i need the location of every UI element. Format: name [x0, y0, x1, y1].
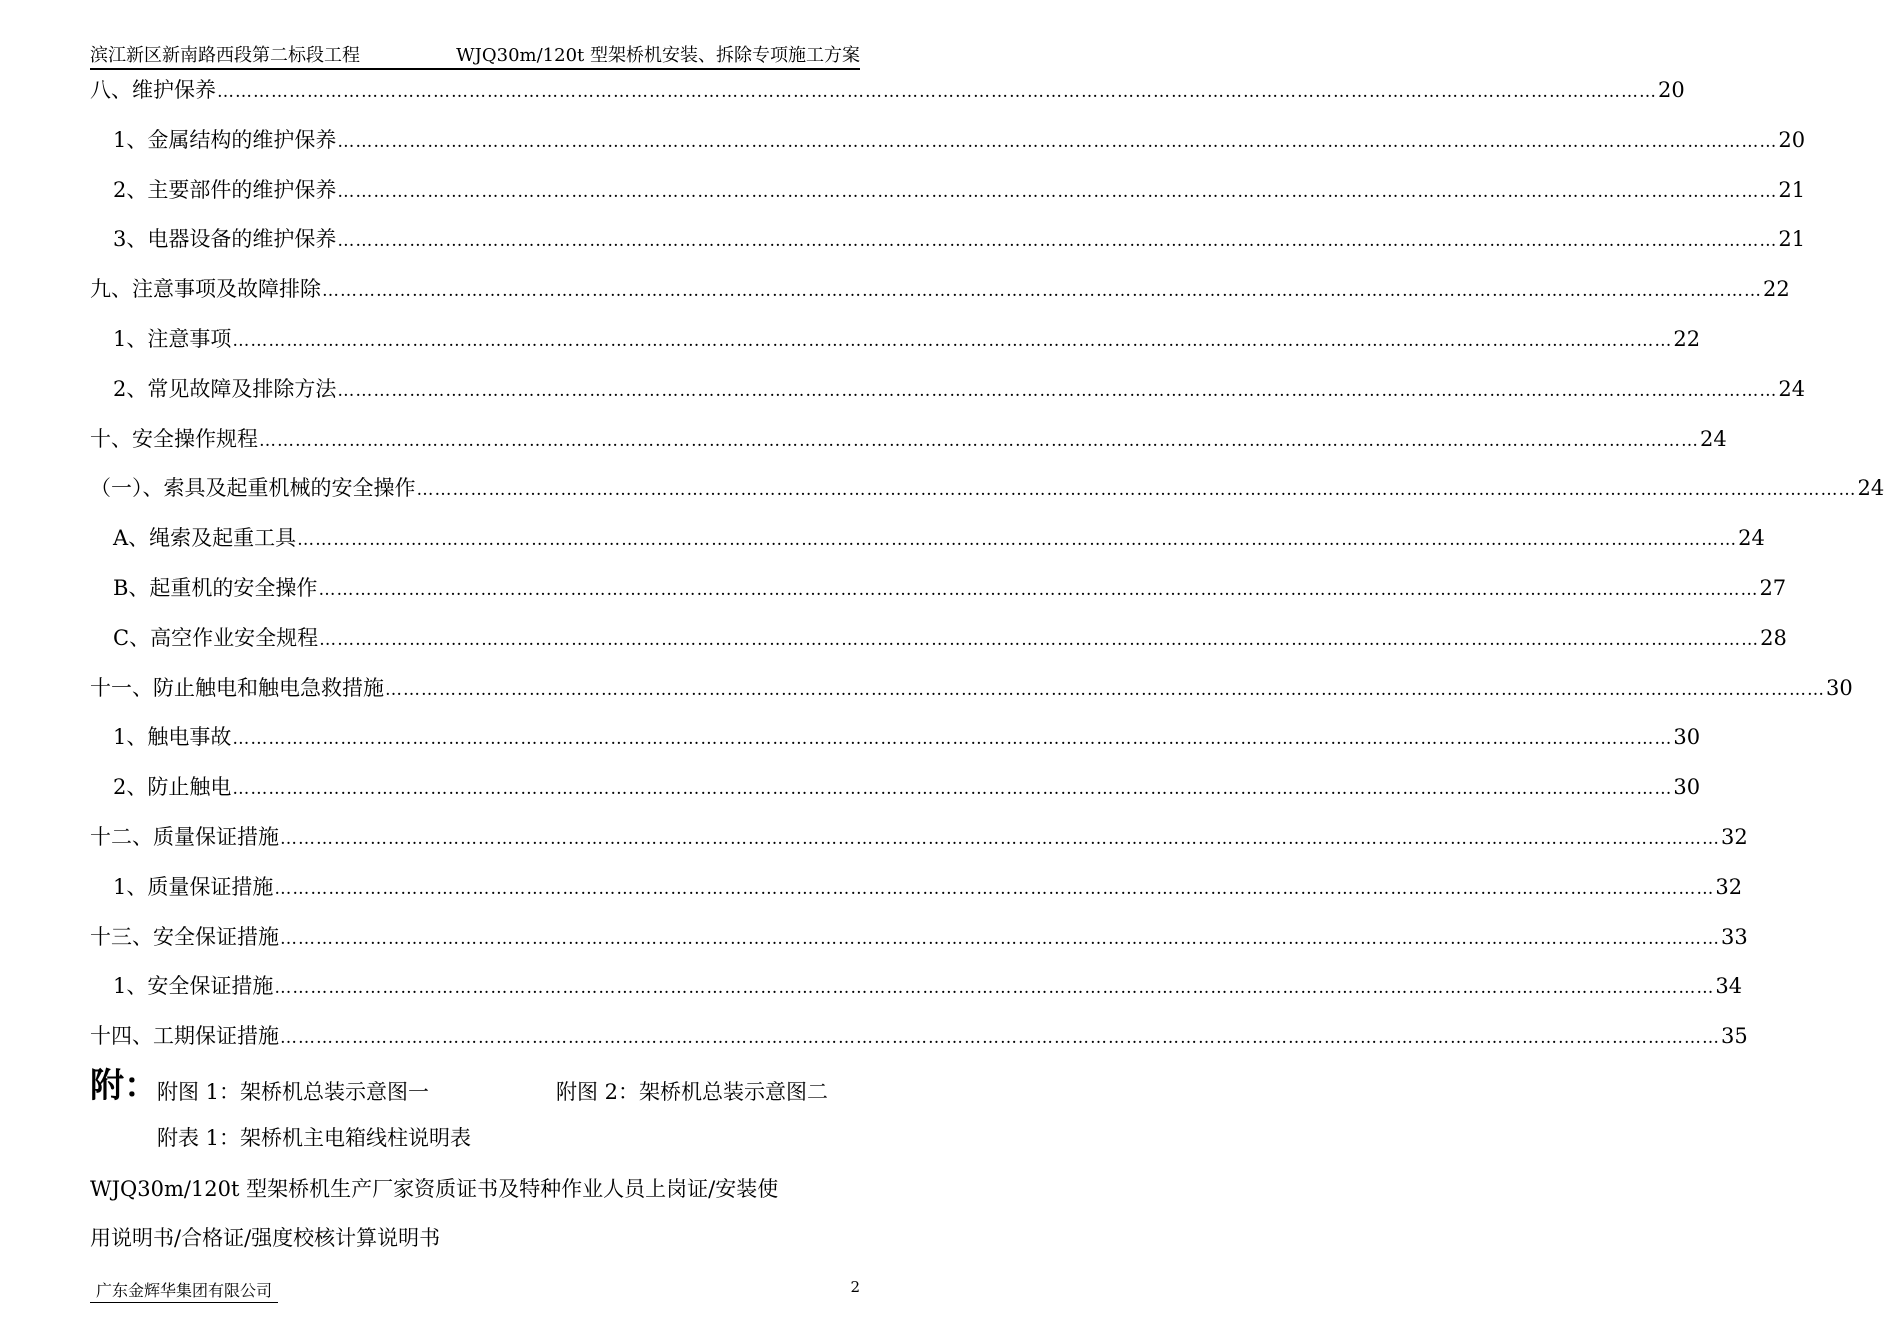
toc-entry-page: 28	[1760, 625, 1787, 650]
toc-entry-label: 1、触电事故	[113, 725, 232, 750]
toc-entry-label: 十三、安全保证措施	[90, 924, 279, 949]
toc-entry-label: 3、电器设备的维护保养	[113, 227, 337, 252]
toc-entry-label: 1、金属结构的维护保养	[113, 127, 337, 152]
toc-entry	[90, 273, 1790, 307]
toc-entry	[90, 74, 1685, 108]
toc-entry-page: 24	[1738, 526, 1765, 551]
toc-entry-page: 32	[1721, 825, 1748, 849]
toc-entry-page: 30	[1673, 775, 1701, 800]
attachment-figure-2: 附图 2：架桥机总装示意图二	[556, 1080, 829, 1104]
attachment-table-1: 附表 1：架桥机主电箱线柱说明表	[157, 1126, 472, 1150]
toc-leader-dots: ……………………………………………………………………………………………………………………………………………………………………………………………………………………	[297, 530, 1738, 551]
toc-entry-page: 21	[1778, 177, 1806, 202]
toc-entry-page: 24	[1700, 426, 1727, 451]
toc-entry-page: 21	[1778, 227, 1806, 252]
toc-entry-label: B、起重机的安全操作	[113, 576, 318, 600]
toc-leader-dots: ……………………………………………………………………………………………………………………………………………………………………………………………………………………	[318, 580, 1759, 600]
footer-page-number: 2	[850, 1278, 860, 1296]
attachments-mark: 附：	[90, 1066, 158, 1106]
toc-entry-page: 30	[1826, 675, 1853, 700]
toc-entry-label: 十四、工期保证措施	[90, 1024, 279, 1049]
toc-leader-dots: ……………………………………………………………………………………………………………………………………………………………………………………………………………………	[319, 629, 1760, 650]
toc-entry-page: 22	[1763, 277, 1790, 302]
toc-entry	[90, 423, 1727, 457]
toc-entry-page: 20	[1658, 78, 1685, 102]
toc-entry-label: 1、质量保证措施	[113, 874, 274, 899]
toc-entry-label: A、绳索及起重工具	[113, 526, 297, 551]
toc-leader-dots: ……………………………………………………………………………………………………………………………………………………………………………………………………………………	[337, 380, 1778, 401]
toc-entry	[113, 970, 1743, 1004]
toc-entry-label: 1、注意事项	[113, 327, 232, 351]
attachment-figure-1: 附图 1：架桥机总装示意图一	[157, 1080, 430, 1104]
toc-entry	[113, 124, 1806, 158]
toc-leader-dots: ……………………………………………………………………………………………………………………………………………………………………………………………………………………	[280, 1028, 1720, 1049]
toc-entry-label: 1、安全保证措施	[113, 974, 274, 999]
toc-entry-page: 24	[1857, 476, 1884, 501]
toc-entry	[113, 572, 1787, 606]
toc-entry	[113, 174, 1806, 208]
toc-leader-dots: ……………………………………………………………………………………………………………………………………………………………………………………………………………………	[385, 679, 1825, 700]
toc-leader-dots: ……………………………………………………………………………………………………………………………………………………………………………………………………………………	[274, 978, 1715, 999]
toc-entry-page: 33	[1721, 924, 1748, 949]
toc-entry	[90, 921, 1748, 955]
toc-leader-dots: ……………………………………………………………………………………………………………………………………………………………………………………………………………………	[232, 331, 1673, 351]
toc-entry	[113, 522, 1765, 556]
page-header	[90, 44, 860, 70]
attachment-description-line-2: 用说明书/合格证/强度校核计算说明书	[90, 1226, 441, 1250]
toc-entry-page: 35	[1721, 1024, 1748, 1049]
toc-entry	[90, 472, 1884, 506]
toc-leader-dots: ……………………………………………………………………………………………………………………………………………………………………………………………………………………	[259, 430, 1699, 451]
toc-entry-page: 34	[1715, 974, 1743, 999]
toc-leader-dots: ……………………………………………………………………………………………………………………………………………………………………………………………………………………	[280, 829, 1720, 849]
toc-entry-label: 十二、质量保证措施	[90, 825, 279, 849]
toc-entry	[113, 721, 1701, 755]
toc-leader-dots: ……………………………………………………………………………………………………………………………………………………………………………………………………………………	[337, 131, 1778, 152]
toc-entry	[113, 771, 1701, 805]
toc-leader-dots: ……………………………………………………………………………………………………………………………………………………………………………………………………………………	[280, 928, 1720, 949]
toc-entry	[113, 871, 1743, 905]
toc-entry-page: 20	[1778, 127, 1806, 152]
toc-entry	[90, 821, 1748, 855]
toc-entry-label: 十、安全操作规程	[90, 426, 258, 451]
toc-leader-dots: ……………………………………………………………………………………………………………………………………………………………………………………………………………………	[416, 480, 1857, 501]
toc-entry	[113, 622, 1787, 656]
toc-entry	[113, 373, 1806, 407]
toc-leader-dots: ……………………………………………………………………………………………………………………………………………………………………………………………………………………	[232, 729, 1673, 750]
toc-entry	[90, 672, 1853, 706]
header-document-title: WJQ30m/120t 型架桥机安装、拆除专项施工方案	[456, 45, 860, 66]
toc-entry-page: 27	[1759, 576, 1787, 600]
toc-entry-label: （一）、索具及起重机械的安全操作	[90, 476, 416, 501]
toc-leader-dots: ……………………………………………………………………………………………………………………………………………………………………………………………………………………	[274, 878, 1715, 899]
toc-leader-dots: ……………………………………………………………………………………………………………………………………………………………………………………………………………………	[232, 779, 1673, 800]
footer-company: 广东金辉华集团有限公司	[90, 1278, 278, 1303]
toc-leader-dots: ……………………………………………………………………………………………………………………………………………………………………………………………………………………	[322, 281, 1762, 302]
toc-entry-label: 2、常见故障及排除方法	[113, 376, 337, 401]
toc-entry-page: 24	[1778, 376, 1806, 401]
toc-entry-label: 九、注意事项及故障排除	[90, 277, 321, 302]
toc-entry	[90, 1020, 1748, 1054]
toc-entry-page: 30	[1673, 725, 1701, 750]
toc-leader-dots: ……………………………………………………………………………………………………………………………………………………………………………………………………………………	[337, 181, 1778, 202]
toc-entry-label: 2、主要部件的维护保养	[113, 177, 337, 202]
toc-entry-label: 十一、防止触电和触电急救措施	[90, 675, 384, 700]
toc-entry	[113, 323, 1701, 357]
header-project-name: 滨江新区新南路西段第二标段工程	[90, 45, 360, 66]
toc-leader-dots: ……………………………………………………………………………………………………………………………………………………………………………………………………………………	[337, 231, 1778, 252]
toc-entry	[113, 223, 1806, 257]
toc-entry-label: 八、维护保养	[90, 78, 216, 102]
toc-entry-page: 32	[1715, 874, 1743, 899]
toc-entry-label: C、高空作业安全规程	[113, 625, 319, 650]
attachment-description-line-1: WJQ30m/120t 型架桥机生产厂家资质证书及特种作业人员上岗证/安装使	[90, 1177, 779, 1201]
toc-leader-dots: ……………………………………………………………………………………………………………………………………………………………………………………………………………………	[217, 82, 1657, 102]
toc-entry-label: 2、防止触电	[113, 775, 232, 800]
toc-entry-page: 22	[1673, 327, 1701, 351]
